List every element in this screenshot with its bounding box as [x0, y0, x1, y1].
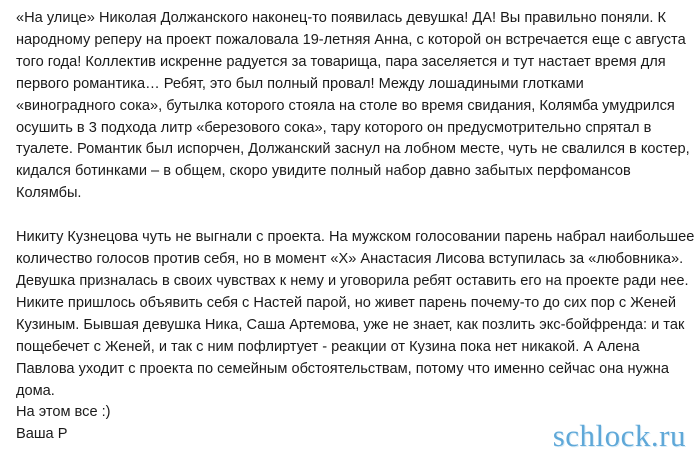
- paragraph-1-line: осушить в 3 подхода литр «березового сока», тару которого он предусмотрительно спрятал в: [16, 119, 652, 136]
- article-body: [16, 8, 695, 446]
- paragraph-1-line: туалете. Романтик был испорчен, Должанский заснул на лобном месте, чуть не свалился в костер,: [16, 141, 690, 158]
- paragraph-1-line: Колямбы.: [16, 185, 82, 202]
- paragraph-1-line: того года! Коллектив искренне радуется за товарища, пара заселяется и тут настает время для: [16, 53, 666, 70]
- paragraph-1: [16, 8, 688, 205]
- paragraph-1-line: кидался ботинками – в общем, скоро увидите полный набор давно забытых перфомансов: [16, 163, 631, 180]
- paragraph-2-line: Никите пришлось объявить себя с Настей парой, но живет парень почему-то до сих пор с Женей: [16, 294, 677, 311]
- paragraph-2-line: Кузиным. Бывшая девушка Ника, Саша Артемова, уже не знает, как позлить экс-бойфренда: и так: [16, 316, 685, 333]
- paragraph-2-line: Никиту Кузнецова чуть не выгнали с проекта. На мужском голосовании парень набрал наибольшее: [16, 229, 695, 246]
- paragraph-2-line: количество голосов против себя, но в момент «Х» Анастасия Лисова вступилась за «любовника».: [16, 251, 684, 268]
- paragraph-1-line: народному реперу на проект пожаловала 19-летняя Анна, с которой он встречается еще с августа: [16, 31, 686, 48]
- paragraph-2-line: пощебечет с Женей, и так с ним пофлиртует - реакции от Кузина пока нет никакой. А Алена: [16, 338, 640, 355]
- paragraph-gap: [16, 205, 688, 227]
- paragraph-2-line: Павлова уходит с проекта по семейным обстоятельствам, потому что именно сейчас она нужна: [16, 360, 669, 377]
- paragraph-2-line: Девушка призналась в своих чувствах к нему и уговорила ребят оставить его на проекте ради нее.: [16, 272, 689, 289]
- site-watermark: schlock.ru: [552, 418, 686, 453]
- paragraph-2-line: дома.: [16, 382, 55, 399]
- paragraph-2: [16, 227, 695, 402]
- paragraph-1-line: «виноградного сока», бутылка которого стояла на столе во время свидания, Колямба умудрился: [16, 97, 675, 114]
- paragraph-1-line: первого романтика… Ребят, это был полный провал! Между лошадиными глотками: [16, 75, 584, 92]
- paragraph-1-line: «На улице» Николая Должанского наконец-то появилась девушка! ДА! Вы правильно поняли. К: [16, 10, 666, 26]
- closing-line: На этом все :): [16, 404, 111, 421]
- signature: Ваша Р: [16, 426, 68, 443]
